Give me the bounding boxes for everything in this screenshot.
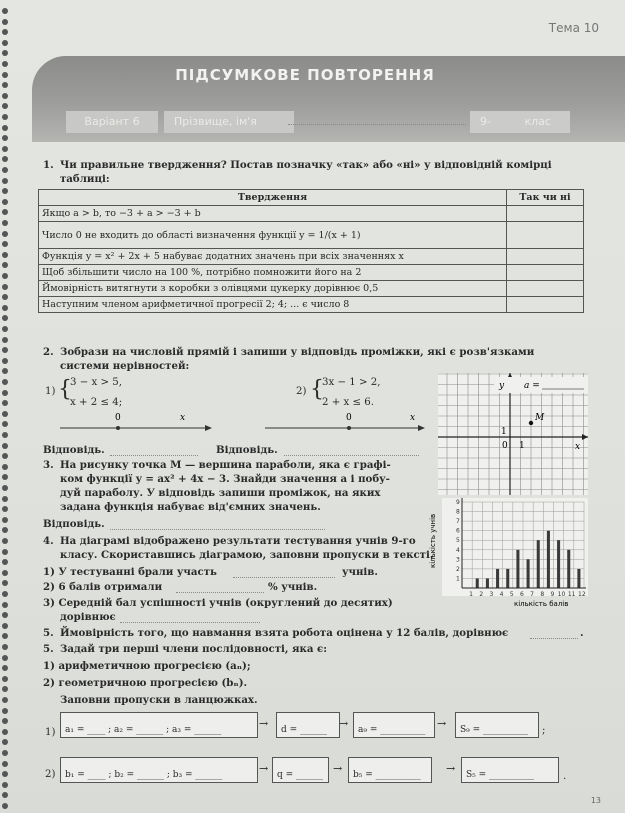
q3-line-3: дуй параболу. У відповідь запиши проміжок, на яких	[60, 487, 381, 499]
chain-1-box-d[interactable]	[276, 712, 340, 738]
q6-number: 5.	[43, 643, 54, 655]
q2-number: 2.	[43, 346, 54, 358]
chain-2-end: .	[563, 771, 567, 782]
chain-1-box-terms[interactable]	[60, 712, 258, 738]
number-line-1[interactable]	[55, 410, 215, 440]
y-tick-label: 9	[456, 499, 460, 506]
x-tick-label: 3	[489, 591, 494, 598]
q3-line-1: На рисунку точка M — вершина параболи, яка є графі-	[60, 459, 391, 471]
y-tick-label: 3	[456, 556, 460, 564]
q4-item-1-end: учнів.	[342, 566, 378, 578]
q2-answer-field-2[interactable]	[284, 455, 419, 456]
q1-text-2: таблиці:	[60, 173, 110, 185]
x-tick-label: 9	[550, 591, 555, 598]
bar-10	[557, 540, 560, 588]
q3-line-4: задана функція набуває від'ємних значень.	[60, 501, 321, 513]
bar-2	[476, 578, 479, 588]
x-tick-label: 6	[520, 591, 524, 598]
zero-point	[347, 426, 351, 430]
q4-number: 4.	[43, 535, 54, 547]
name-tab: Прізвище, ім'я	[164, 111, 294, 133]
q2-answer-field-1[interactable]	[110, 455, 198, 456]
system-1-label: 1)	[45, 386, 56, 397]
chain-2-box-q[interactable]	[272, 757, 329, 783]
q6-text: Задай три перші члени послідовності, яка є:	[60, 643, 327, 655]
q4-item-1: 1) У тестуванні брали участь	[43, 566, 217, 578]
bar-5	[506, 569, 509, 588]
q4-item-3-end: дорівнює	[60, 611, 116, 623]
system-2-line-b: 2 + x ≤ 6.	[322, 397, 374, 408]
answer-cell-2[interactable]	[507, 222, 584, 249]
arrow-icon: →	[437, 717, 447, 730]
chain-2-box-s5[interactable]	[461, 757, 559, 783]
chain-1-s9: S₉ = __________	[460, 725, 529, 735]
q4-field-2[interactable]	[176, 592, 264, 593]
x-tick-label: 11	[567, 591, 576, 598]
chain-2-terms: b₁ = ____ ; b₂ = ______ ; b₃ = ______	[65, 770, 223, 780]
graph-x-one: 1	[519, 441, 525, 451]
page-title: ПІДСУМКОВЕ ПОВТОРЕННЯ	[175, 66, 435, 84]
chain-2-label: 2)	[45, 769, 56, 780]
chain-1-terms: a₁ = ____ ; a₂ = ______ ; a₃ = ______	[65, 725, 222, 735]
y-tick-label: 6	[456, 527, 460, 535]
arrow-icon: →	[259, 717, 269, 730]
chain-1-a9: a₉ = __________	[358, 725, 426, 735]
x-tick-label: 5	[509, 591, 514, 598]
q2-answer-label-2: Відповідь.	[216, 444, 278, 456]
graph-origin: 0	[502, 441, 508, 451]
y-tick-label: 8	[456, 508, 460, 516]
chain-1-label: 1)	[45, 727, 56, 738]
number-line-2-zero: 0	[346, 413, 352, 423]
parabola-grid[interactable]	[438, 373, 588, 495]
graph-x-label: x	[575, 442, 581, 452]
q4-line-2: класу. Скориставшись діаграмою, заповни пропуски в тексті.	[60, 549, 434, 561]
chain-1-box-s9[interactable]	[455, 712, 539, 738]
system-2-brace: {	[310, 377, 324, 402]
bar-8	[537, 540, 540, 588]
q6-item-2: 2) геометричною прогресією (bₙ).	[43, 677, 248, 689]
answer-cell-3[interactable]	[507, 249, 584, 265]
bar-9	[547, 531, 550, 588]
q4-field-1[interactable]	[233, 577, 335, 578]
bar-6	[516, 550, 519, 588]
statement-2: Число 0 не входить до області визначення функції y = 1/(x + 1)	[39, 222, 507, 249]
bar-12	[577, 569, 580, 588]
q6-item-1: 1) арифметичною прогресією (aₙ);	[43, 660, 251, 672]
x-tick-label: 1	[469, 591, 473, 598]
graph-y-one: 1	[501, 427, 507, 437]
q5-number: 5.	[43, 627, 54, 639]
system-2-line-a: 3x − 1 > 2,	[322, 377, 381, 388]
col-statement: Твердження	[39, 190, 507, 206]
answer-cell-4[interactable]	[507, 265, 584, 281]
answer-cell-6[interactable]	[507, 297, 584, 313]
x-tick-label: 7	[530, 591, 534, 598]
statement-4: Щоб збільшити число на 100 %, потрібно помножити його на 2	[39, 265, 507, 281]
variant-tab: Варіант 6	[66, 111, 158, 133]
y-tick-label: 5	[456, 537, 460, 545]
y-tick-label: 4	[456, 546, 460, 554]
bar-11	[567, 550, 570, 588]
arrow-icon: →	[333, 762, 343, 775]
y-tick-label: 1	[456, 575, 460, 583]
x-tick-label: 12	[578, 591, 586, 598]
y-tick-label: 7	[456, 518, 460, 526]
x-tick-label: 2	[479, 591, 484, 598]
grade-tab	[470, 111, 570, 133]
chain-2-s5: S₅ = __________	[466, 770, 535, 780]
x-tick-label: 4	[499, 591, 504, 598]
q5-field[interactable]	[530, 638, 578, 639]
chain-1-end: ;	[542, 725, 546, 736]
chain-2-q: q = ______	[277, 770, 324, 780]
q4-line-1: На діаграмі відображено результати тестування учнів 9-го	[60, 535, 416, 547]
q3-line-2: ком функції y = ax² + 4x − 3. Знайди значення a і побу-	[60, 473, 390, 485]
x-tick-label: 10	[557, 591, 566, 598]
statement-6: Наступним членом арифметичної прогресії 2; 4; ... є число 8	[39, 297, 507, 313]
statement-5: Ймовірність витягнути з коробки з олівцями цукерку дорівнює 0,5	[39, 281, 507, 297]
answer-cell-5[interactable]	[507, 281, 584, 297]
q4-item-2-end: % учнів.	[268, 581, 318, 593]
graph-y-label: y	[499, 381, 505, 391]
chain-2-box-b5[interactable]	[348, 757, 432, 783]
arrow-icon: →	[446, 762, 456, 775]
number-line-1-x: x	[180, 413, 186, 423]
q1-text: Чи правильне твердження? Постав позначку «так» або «ні» у відповідній комірці	[60, 159, 552, 171]
q2-text: Зобрази на числовій прямій і запиши у відповідь проміжки, які є розв'язками	[60, 346, 535, 358]
arrow-icon: →	[259, 762, 269, 775]
q3-answer-field[interactable]	[110, 529, 325, 530]
col-answer: Так чи ні	[507, 190, 584, 206]
vertex-point-M	[529, 421, 533, 425]
grade-label: клас	[524, 115, 551, 128]
number-line-1-zero: 0	[115, 413, 121, 423]
q3-answer-label: Відповідь.	[43, 518, 105, 530]
bar-4	[496, 569, 499, 588]
q4-field-3[interactable]	[120, 622, 260, 623]
zero-point	[116, 426, 120, 430]
chain-2-b5: b₅ = __________	[353, 770, 421, 780]
system-1-brace: {	[58, 377, 72, 402]
system-2-label: 2)	[296, 386, 307, 397]
chain-1-box-a9[interactable]	[353, 712, 435, 738]
chain-1-d: d = ______	[281, 725, 328, 735]
topic-label: Тема 10	[548, 21, 599, 35]
bar-3	[486, 578, 489, 588]
statement-1: Якщо a > b, то −3 + a > −3 + b	[39, 206, 507, 222]
q6-fill-instruction: Заповни пропуски в ланцюжках.	[60, 694, 258, 706]
vertex-label: M	[535, 413, 545, 423]
q2-answer-label-1: Відповідь.	[43, 444, 105, 456]
statements-table	[38, 189, 584, 313]
q4-item-3: 3) Середній бал успішності учнів (округлений до десятих)	[43, 597, 393, 609]
system-1-line-a: 3 − x > 5,	[70, 377, 122, 388]
graph-a-label: a =	[524, 381, 540, 391]
page-number: 13	[590, 796, 601, 805]
y-tick-label: 2	[456, 565, 460, 573]
q2-text-2: системи нерівностей:	[60, 360, 190, 372]
number-line-2-x: x	[410, 413, 416, 423]
grade-number: 9-	[480, 115, 491, 128]
system-1-line-b: x + 2 ≤ 4;	[70, 397, 123, 408]
q1-number: 1.	[43, 159, 54, 171]
number-line-2[interactable]	[260, 410, 430, 440]
arrow-icon: →	[339, 717, 349, 730]
answer-cell-1[interactable]	[507, 206, 584, 222]
chain-2-box-terms[interactable]	[60, 757, 258, 783]
chart-y-title: кількість учнів	[429, 513, 437, 568]
q5-text: Ймовірність того, що навмання взята робота оцінена у 12 балів, дорівнює	[60, 627, 509, 639]
spiral-binding	[0, 0, 14, 813]
q5-dot: .	[580, 627, 584, 639]
q4-item-2: 2) 6 балів отримали	[43, 581, 163, 593]
statement-3: Функція y = x² + 2x + 5 набуває додатних значень при всіх значеннях x	[39, 249, 507, 265]
q3-number: 3.	[43, 459, 54, 471]
name-field[interactable]	[288, 124, 466, 125]
bar-7	[527, 559, 530, 588]
test-results-chart	[426, 496, 588, 614]
x-tick-label: 8	[540, 591, 545, 598]
chart-x-title: кількість балів	[514, 600, 569, 608]
